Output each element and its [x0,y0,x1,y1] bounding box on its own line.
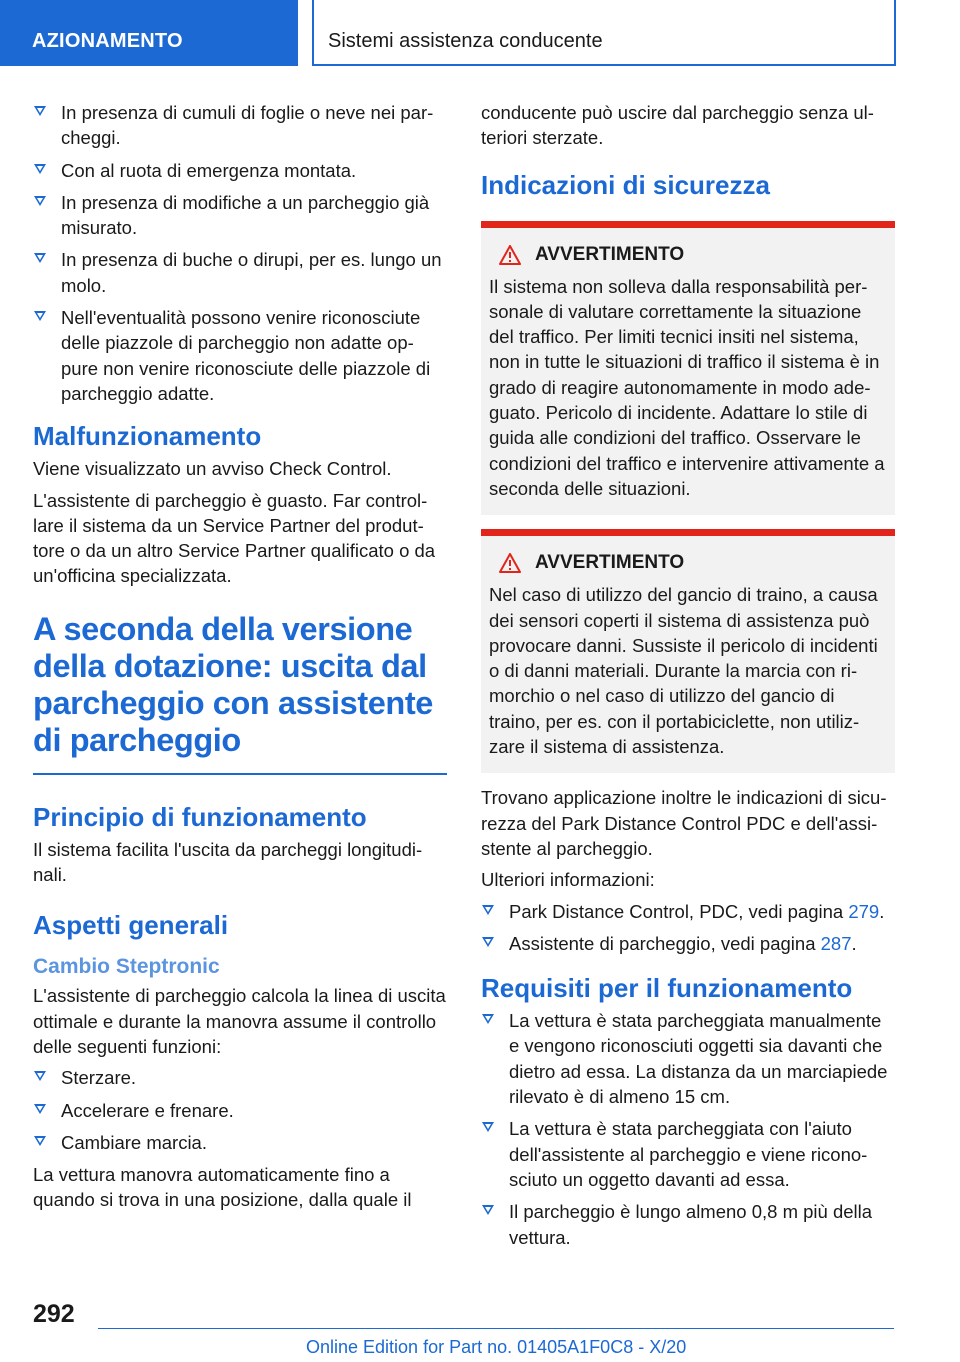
conditions-list [33,100,447,406]
more-info-label: Ulteriori informazioni: [481,869,655,891]
list-item: Assistente di parcheggio, vedi pagina 287. [481,931,895,956]
triangle-bullet-icon [34,1071,46,1081]
page-header [0,0,960,66]
triangle-bullet-icon [482,1014,494,1024]
list-item: In presenza di modifiche a un parcheggio già misurato. [33,190,447,241]
warning-text: Nel caso di utilizzo del gancio di traino, a causa dei sensori coperti il sistema di assistenza può provocare danni. Sussiste il pericolo di incidenti o di danni materiali. Durante la marcia con ri-morchio o nel caso di utilizzo del gancio di traino, per es. con il portabiciclette, non utiliz-zare il sistema di assistenza. [489,584,878,758]
list-item: In presenza di buche o dirupi, per es. lungo un molo. [33,247,447,298]
page-number: 292 [33,1300,75,1328]
chapter-title: Sistemi assistenza conducente [312,0,896,66]
principle-text: Il sistema facilita l'uscita da parcheggi longitudi-nali. [33,838,423,886]
warning-text: Il sistema non solleva dalla responsabilità per-sonale di valutare correttamente la situazione del traffico. Per limiti tecnici insiti nel sistema, non in tutte le situazioni di traffico il sistema è in grado di reagire autonomamente in modo ade-guato. Pericolo di incidente. Adattare lo stile di guida alle condizioni del traffico. Osservare le condizioni del traffico e intervenire attivamente a seconda delle situazioni. [489,275,885,499]
section-tab: AZIONAMENTO [0,0,298,66]
left-column [33,100,447,1219]
warning-label: AVVERTIMENTO [535,552,685,574]
continued-text: conducente può uscire dal parcheggio senza ul-teriori sterzate. [481,102,874,149]
malfunction-text-1: Viene visualizzato un avviso Check Control. [33,458,392,480]
list-item: In presenza di cumuli di foglie o neve nei par-cheggi. [33,100,447,151]
closing-text: La vettura manovra automaticamente fino a quando si trova in una posizione, dalla quale il [33,1164,412,1211]
list-item: Accelerare e frenare. [33,1098,447,1123]
triangle-bullet-icon [34,164,46,174]
list-item: Il parcheggio è lungo almeno 0,8 m più della vettura. [481,1199,895,1250]
triangle-bullet-icon [34,1136,46,1146]
triangle-bullet-icon [482,1205,494,1215]
page-link-279[interactable]: 279 [848,900,880,922]
triangle-bullet-icon [34,253,46,263]
steptronic-heading: Cambio Steptronic [33,955,220,979]
right-column [481,100,895,1257]
requirements-list [481,1008,895,1250]
requirements-heading: Requisiti per il funzionamento [481,973,853,1004]
warning-box [481,529,895,773]
list-item: Con al ruota di emergenza montata. [33,158,447,183]
apply-text: Trovano applicazione inoltre le indicazioni di sicu-rezza del Park Distance Control PDC e dell'assi-stente al parcheggio. [481,787,887,859]
warning-triangle-icon [499,553,521,573]
reference-list [481,899,895,957]
malfunction-heading: Malfunzionamento [33,421,262,452]
triangle-bullet-icon [34,1104,46,1114]
steptronic-text: L'assistente di parcheggio calcola la linea di uscita ottimale e durante la manovra assume il controllo delle seguenti funzioni: [33,985,446,1057]
general-heading: Aspetti generali [33,910,229,941]
functions-list [33,1065,447,1155]
triangle-bullet-icon [34,106,46,116]
triangle-bullet-icon [482,1122,494,1132]
footer-divider [98,1328,894,1329]
list-item: La vettura è stata parcheggiata manualmente e vengono riconosciuti oggetti sia davanti che dietro ad essa. La distanza da un marciapiede rilevato è di almeno 15 cm. [481,1008,895,1109]
malfunction-text-2: L'assistente di parcheggio è guasto. Far control-lare il sistema da un Service Partner del produt-tore o da un altro Service Partner qualificato o da un'officina specializzata. [33,489,436,587]
principle-heading: Principio di funzionamento [33,801,367,832]
list-item: Cambiare marcia. [33,1130,447,1155]
warning-triangle-icon [499,245,521,265]
edition-footer: Online Edition for Part no. 01405A1F0C8 - X/20 [306,1337,687,1357]
safety-heading: Indicazioni di sicurezza [481,169,770,200]
triangle-bullet-icon [482,905,494,915]
triangle-bullet-icon [34,196,46,206]
list-item: Sterzare. [33,1065,447,1090]
warning-box [481,221,895,516]
list-item: Nell'eventualità possono venire riconosciute delle piazzole di parcheggio non adatte op-pure non venire riconosciute delle piazzole di parcheggio adatte. [33,305,447,406]
triangle-bullet-icon [482,937,494,947]
list-item: La vettura è stata parcheggiata con l'aiuto dell'assistente al parcheggio e viene ricono-sciuto un oggetto davanti ad essa. [481,1116,895,1192]
list-item: Park Distance Control, PDC, vedi pagina 279. [481,899,895,924]
section-heading: A seconda della versione della dotazione: uscita dal parcheggio con assistente di parcheggio [33,611,447,775]
page-link-287[interactable]: 287 [820,932,852,954]
triangle-bullet-icon [34,311,46,321]
warning-label: AVVERTIMENTO [535,243,685,265]
